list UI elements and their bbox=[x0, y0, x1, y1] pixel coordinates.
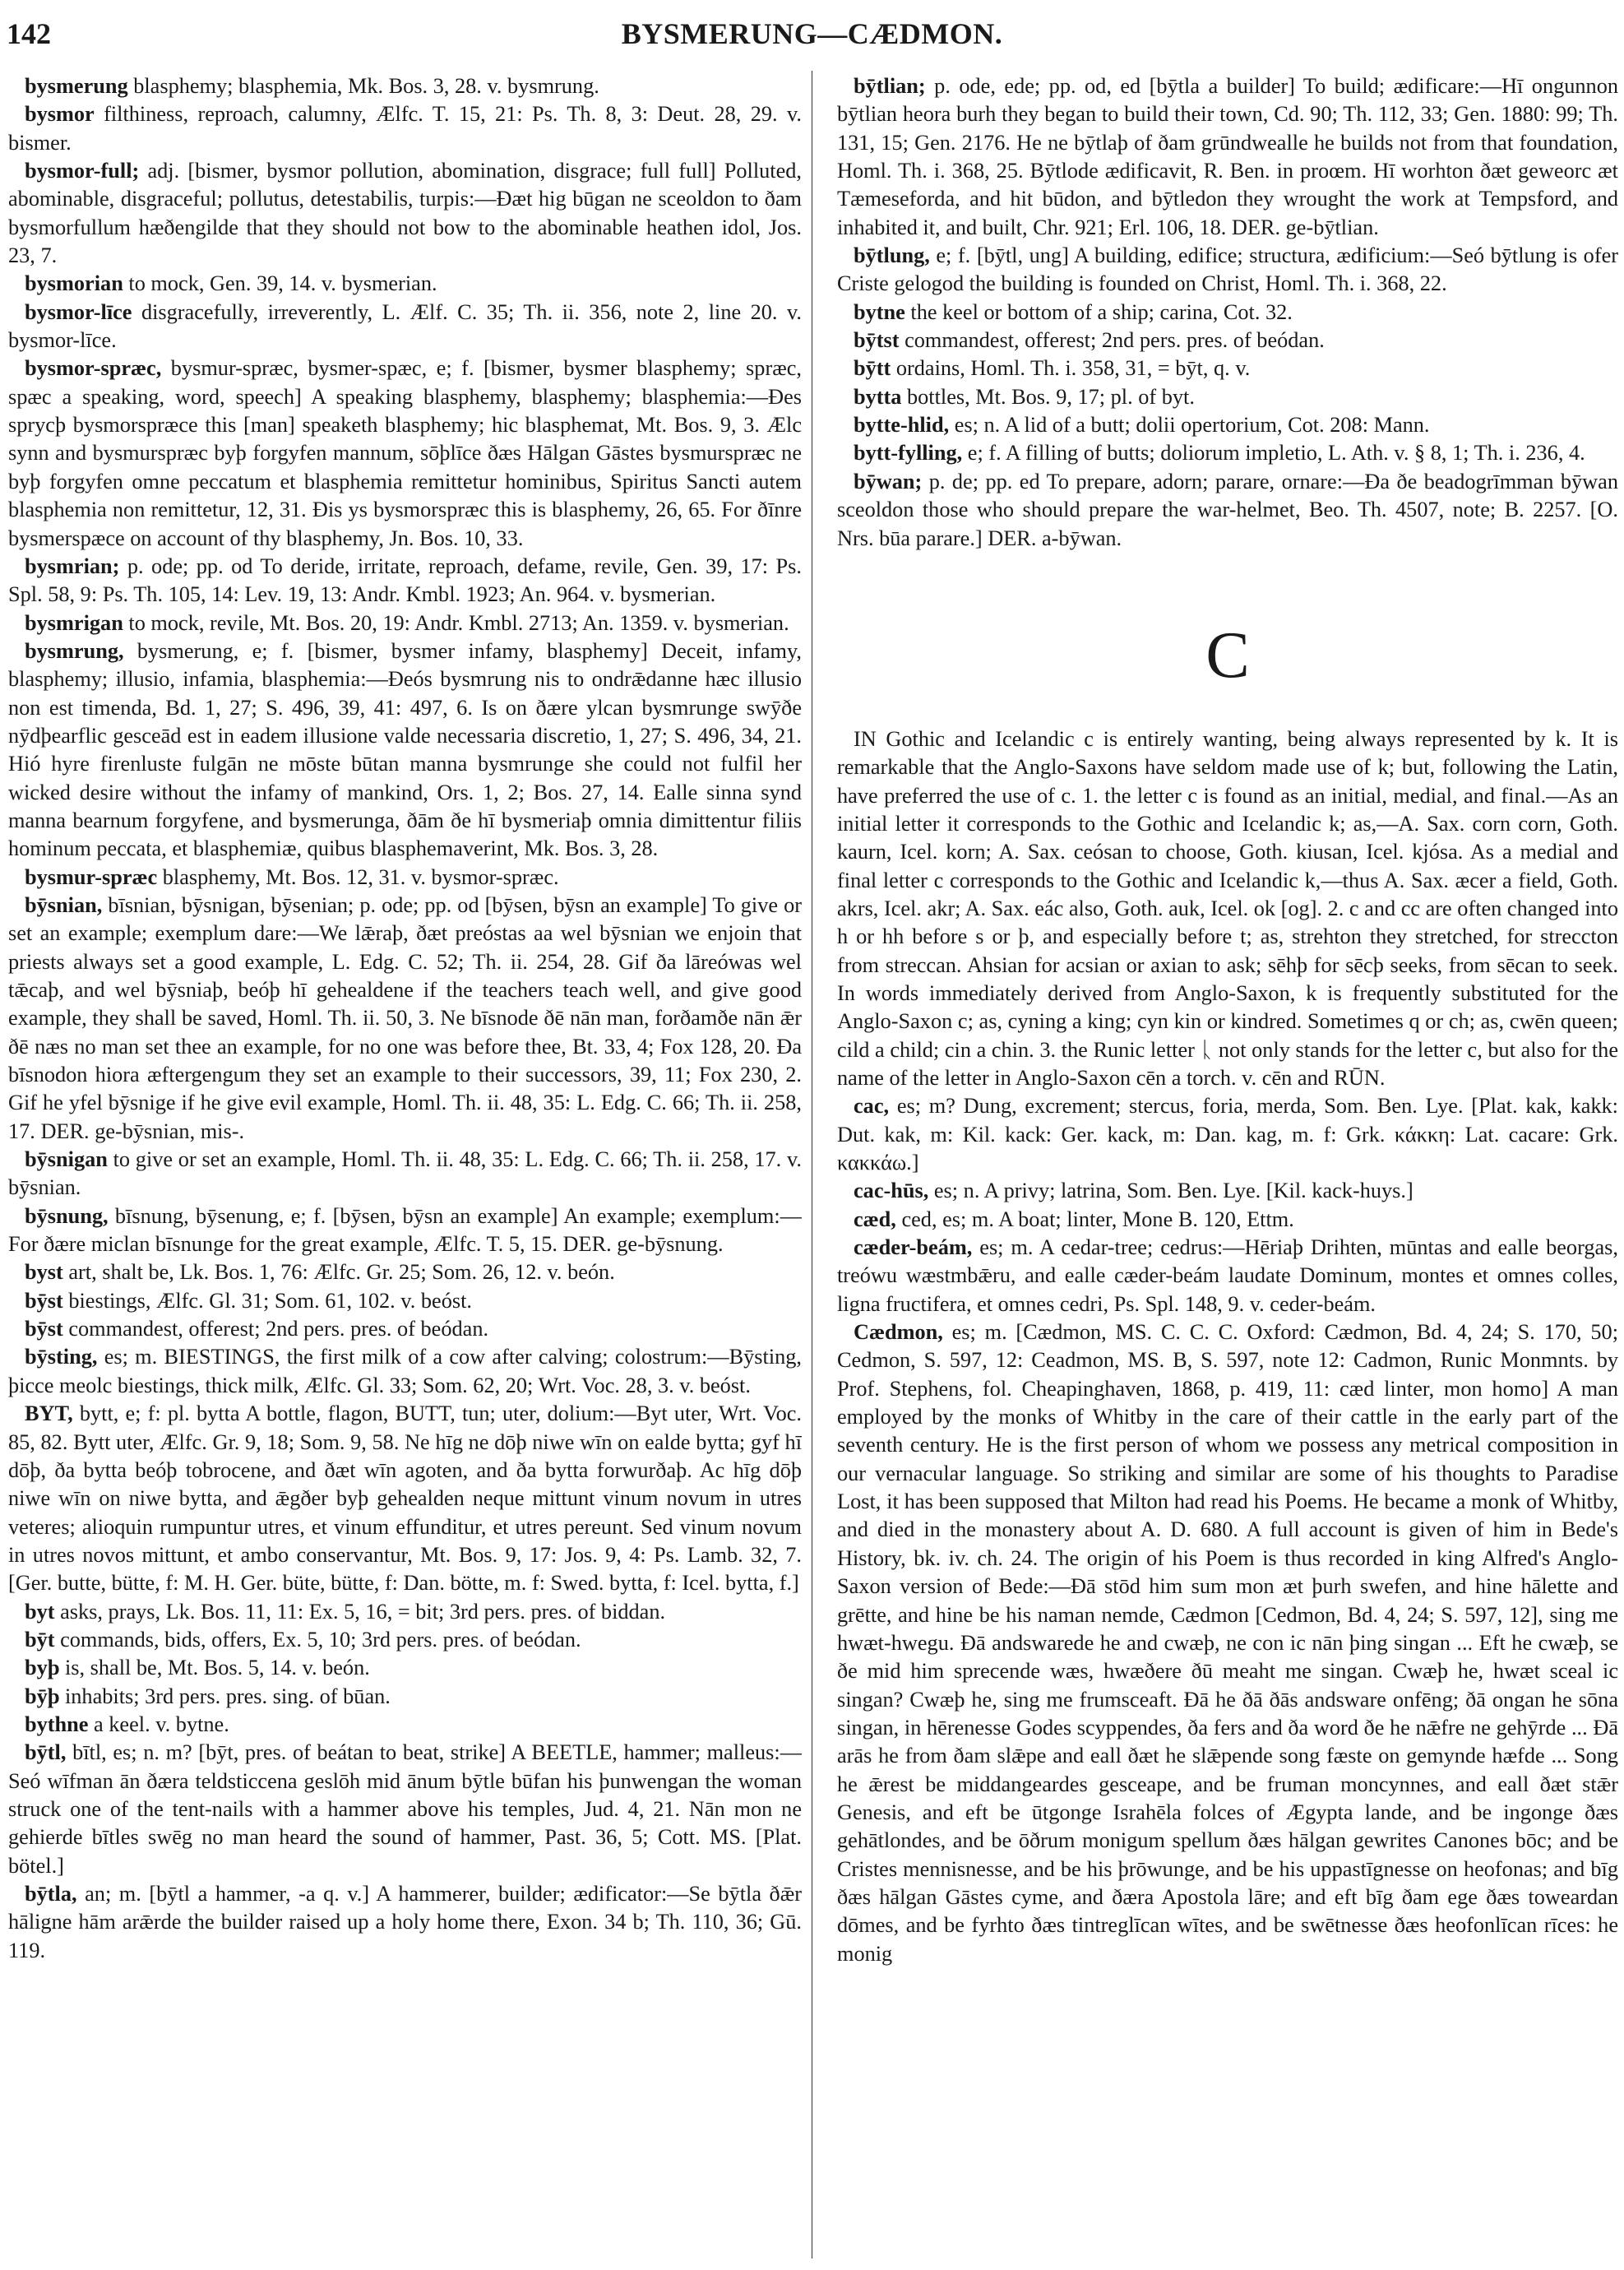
entry-headword: bȳtst bbox=[854, 328, 900, 353]
entry-definition: asks, prays, Lk. Bos. 11, 11: Ex. 5, 16, = bit; 3rd pers. pres. of biddan. bbox=[54, 1599, 666, 1624]
left-column bbox=[8, 72, 802, 2260]
entry-headword: byþ bbox=[25, 1656, 60, 1680]
entry-headword: bysmor-līce bbox=[25, 299, 132, 324]
dictionary-entry bbox=[837, 354, 1618, 382]
dictionary-entry bbox=[8, 1683, 802, 1711]
page-number: 142 bbox=[7, 17, 51, 50]
entry-definition: bysmur-spræc, bysmer-spæc, e; f. [bismer, bysmer blasphemy; spræc, spæc a speaking, word, speech] A speaking blasphemy, blasphemy; blasphemia:—Ðes sprycþ bysmorspræce this [man] speaketh blasphemy; hic blasphemat, Mt. Bos. 9, 3. Ælc synn and bysmurspræc byþ forgyfen mannum, sōþlīce ðæs Hālgan Gāstes bysmurspræc ne byþ forgyfen omne peccatum et blasphemia remittetur hominibus, Spiritus Sancti autem blasphemia non remittetur, 12, 31. Ðis ys bysmorspræc this is blasphemy, 26, 65. For ðīnre bysmerspæce on account of thy blasphemy, Jn. Bos. 10, 33. bbox=[8, 356, 802, 550]
entry-definition: is, shall be, Mt. Bos. 5, 14. v. beón. bbox=[59, 1656, 370, 1680]
entry-definition: an; m. [bȳtl a hammer, -a q. v.] A hammerer, builder; ædificator:—Se bȳtla ðǣr hāligne hām arǣrde the builder raised up a holy home there, Exon. 34 b; Th. 110, 36; Gū. 119. bbox=[8, 1882, 802, 1962]
entry-definition: p. de; pp. ed To prepare, adorn; parare, ornare:—Ða ðe beadogrīmman bȳwan sceoldon those who should prepare the war-helmet, Beo. Th. 4507, note; B. 2257. [O. Nrs. būa parare.] DER. a-bȳwan. bbox=[837, 469, 1618, 550]
entry-definition: bīsnung, bȳsenung, e; f. [bȳsen, bȳsn an example] An example; exemplum:—For ðære miclan bīsnunge for the great example, Ælfc. T. 5, 15. DER. ge-bȳsnung. bbox=[8, 1203, 802, 1257]
entry-definition: es; m. A cedar-tree; cedrus:—Hēriaþ Drihten, mūntas and ealle beorgas, treówu wæstmbǣru, and ealle cæder-beám laudate Dominum, montes et omnes colles, ligna fructifera, et omnes cedri, Ps. Spl. 148, 9. v. ceder-beám. bbox=[837, 1235, 1618, 1316]
entry-headword: bysmrian; bbox=[25, 554, 120, 578]
entry-headword: bythne bbox=[25, 1712, 89, 1736]
entry-headword: bȳtl, bbox=[25, 1740, 67, 1765]
entry-definition: es; m? Dung, excrement; stercus, foria, merda, Som. Ben. Lye. [Plat. kak, kakk: Dut. kak, m: Kil. kack: Ger. kack, m: Dan. kag, m. f: Grk. κάκκη: Lat. cacare: Grk. κακκάω.] bbox=[837, 1094, 1618, 1174]
entry-headword: bysmur-spræc bbox=[25, 864, 158, 889]
entry-headword: bysmor-full; bbox=[25, 159, 140, 183]
dictionary-entry bbox=[837, 468, 1618, 553]
dictionary-entry bbox=[8, 1146, 802, 1202]
entry-headword: bȳtlian; bbox=[854, 74, 926, 98]
dictionary-entry bbox=[837, 411, 1618, 439]
entry-definition: filthiness, reproach, calumny, Ælfc. T. 15, 21: Ps. Th. 8, 3: Deut. 28, 29. v. bismer. bbox=[8, 102, 802, 155]
entry-definition: biestings, Ælfc. Gl. 31; Som. 61, 102. v. beóst. bbox=[62, 1288, 472, 1313]
entry-definition: e; f. A filling of butts; doliorum impletio, L. Ath. v. § 8, 1; Th. i. 236, 4. bbox=[962, 441, 1585, 466]
entry-headword: bysmor bbox=[25, 102, 95, 127]
dictionary-entry bbox=[8, 72, 802, 100]
entry-definition: bīsnian, bȳsnigan, bȳsenian; p. ode; pp. od [bȳsen, bȳsn an example] To give or set an example; exemplum dare:—We lǣraþ, ðæt preóstas aa wel bȳsnian we enjoin that priests always set a good example, L. Edg. C. 52; Th. ii. 254, 28. Gif ða lāreówas wel tǣcaþ, and wel bȳsniaþ, beóþ hī gehealdene if the teachers teach well, and give good example, they shall be saved, Homl. Th. ii. 50, 3. Ne bīsnode ðē nān man, forðamðe nān ǣr ðē næs no man set thee an example, for no one was before thee, Bt. 33, 4; Fox 128, 20. Ða bīsnodon hiora æftergengum they set an example to their successors, 39, 11; Fox 230, 2. Gif he yfel bȳsnige if he give evil example, Homl. Th. ii. 48, 35: L. Edg. C. 66; Th. ii. 258, 17. DER. ge-bȳsnian, mis-. bbox=[8, 892, 802, 1143]
entry-definition: es; m. [Cædmon, MS. C. C. C. Oxford: Cædmon, Bd. 4, 24; S. 170, 50; Cedmon, S. 597, 12: Ceadmon, MS. B, S. 597, note 12: Cadmon, Runic Monmnts. by Prof. Stephens, fol. Cheapinghaven, 1868, p. 419, 11: cæd linter, mon homo] A man employed by the monks of Whitby in the care of their cattle in the early part of the seventh century. He is the first person of whom we possess any metrical composition in our vernacular language. So striking and similar are some of his thoughts to Paradise Lost, it has been supposed that Milton had read his Poems. He became a monk of Whitby, and died in the monastery about A. D. 680. A full account is given of him in Bede's History, bk. iv. ch. 24. The origin of his Poem is thus recorded in king Alfred's Anglo-Saxon version of Bede:—Ðā stōd him sum mon æt þurh swefen, and hine hālette and grētte, and hine be his naman nemde, Cædmon [Cedmon, Bd. 4, 24; S. 597, 12], sing me hwæt-hwegu. Ðā andswarede he and cwæþ, ne con ic nān þing singan ... Eft he cwæþ, se ðe mid him sprecende wæs, hwæðere ðū meaht me singan. Cwæþ he, hwæt sceal ic singan? Cwæþ he, sing me frumsceaft. Ðā he ðā ðās andsware onfēng; ðā ongan he sōna singan, in hērenesse Godes scyppendes, ða fers and ða word ðe he nǣfre ne gehȳrde ... Ðā arās he from ðam slǣpe and eall ðæt he slǣpende song fæste on gemynde hæfde ... Song he ǣrest be middangeardes gesceape, and be fruman moncynnes, and eall ðæt stǣr Genesis, and eft be ūtgonge Israhēla folces of Ægypta lande, and be ingonge ðæs gehātlondes, and be ōðrum monigum spellum ðæs hālgan gewrites Canones bōc; and be Cristes mennisnesse, and be his þrōwunge, and be his uppastīgnesse on heofonas; and bīg ðæs hālgan Gāstes cyme, and ðæra Apostola lāre; and eft bīg ðam ege ðæs toweardan dōmes, and be fyrhto ðæs tintreglīcan wītes, and be swētnesse ðæs heofonlīcan rīces: he monig bbox=[837, 1320, 1618, 1966]
dictionary-entry bbox=[837, 439, 1618, 467]
entry-headword: bȳtlung, bbox=[854, 243, 930, 268]
dictionary-entry bbox=[837, 1177, 1618, 1205]
dictionary-entry bbox=[8, 1287, 802, 1315]
dictionary-entry bbox=[8, 1343, 802, 1400]
entry-headword: bȳst bbox=[25, 1288, 63, 1313]
entry-definition: to mock, Gen. 39, 14. v. bysmerian. bbox=[123, 271, 437, 296]
dictionary-entry bbox=[837, 383, 1618, 411]
section-intro: IN Gothic and Icelandic c is entirely wanting, being always represented by k. It is remarkable that the Anglo-Saxons have seldom made use of k; but, following the Latin, have preferred the use of c. 1. the letter c is found as an initial, medial, and final.—As an initial letter it corresponds to the Gothic and Icelandic k; as,—A. Sax. corn corn, Goth. kaurn, Icel. korn; A. Sax. ceósan to choose, Goth. kiusan, Icel. kjósa. As a medial and final letter c corresponds to the Gothic and Icelandic k,—thus A. Sax. æcer a field, Goth. akrs, Icel. akr; A. Sax. eác also, Goth. auk, Icel. ok [og]. 2. c and cc are often changed into h or hh before s or þ, and especially before t; as, strehton they stretched, for streccton from streccan. Ahsian for acsian or axian to ask; sēhþ for sēcþ seeks, from sēcan to seek. In words immediately derived from Anglo-Saxon, k is frequently substituted for the Anglo-Saxon c; as, cyning a king; cyn kin or kindred. Sometimes q or ch; as, cwēn queen; cild a child; cin a chin. 3. the Runic letter ᚳ not only stands for the letter c, but also for the name of the letter in Anglo-Saxon cēn a torch. v. cēn and RŪN. bbox=[837, 726, 1618, 1090]
entry-definition: to give or set an example, Homl. Th. ii. 48, 35: L. Edg. C. 66; Th. ii. 258, 17. v. bȳsnian. bbox=[8, 1147, 802, 1200]
running-title: BYSMERUNG—CÆDMON. bbox=[621, 17, 1003, 50]
dictionary-entry bbox=[8, 1598, 802, 1626]
entry-headword: cæd, bbox=[854, 1207, 896, 1231]
entry-definition: e; f. [bȳtl, ung] A building, edifice; structura, ædificium:—Seó bȳtlung is ofer Criste gelogod the building is founded on Christ, Homl. Th. i. 368, 22. bbox=[837, 243, 1618, 296]
dictionary-entry bbox=[8, 1654, 802, 1682]
entry-definition: es; n. A lid of a butt; dolii opertorium, Cot. 208: Mann. bbox=[949, 413, 1430, 438]
entry-headword: bytt-fylling, bbox=[854, 441, 963, 466]
right-column bbox=[837, 72, 1618, 2260]
dictionary-entry bbox=[8, 1711, 802, 1739]
entry-definition: the keel or bottom of a ship; carina, Cot. 32. bbox=[905, 299, 1293, 324]
entry-definition: commandest, offerest; 2nd pers. pres. of beódan. bbox=[899, 328, 1325, 353]
entry-headword: Cædmon, bbox=[854, 1320, 943, 1345]
right-column-entries bbox=[837, 72, 1618, 553]
dictionary-entry bbox=[8, 100, 802, 157]
dictionary-entry bbox=[8, 1626, 802, 1654]
dictionary-entry bbox=[8, 553, 802, 609]
entry-headword: bytne bbox=[854, 299, 905, 324]
entry-definition: blasphemy, Mt. Bos. 12, 31. v. bysmor-spræc. bbox=[157, 864, 559, 889]
dictionary-entry bbox=[8, 270, 802, 298]
dictionary-entry bbox=[837, 1318, 1618, 1968]
dictionary-entry bbox=[8, 864, 802, 892]
entry-definition: ced, es; m. A boat; linter, Mone B. 120, Ettm. bbox=[895, 1207, 1294, 1231]
section-letter: C bbox=[1205, 618, 1250, 692]
entry-definition: blasphemy; blasphemia, Mk. Bos. 3, 28. v. bysmrung. bbox=[127, 74, 599, 98]
dictionary-entry bbox=[837, 1234, 1618, 1318]
entry-headword: bȳsnung, bbox=[25, 1203, 109, 1228]
dictionary-entry bbox=[8, 892, 802, 1146]
entry-definition: bītl, es; n. m? [bȳt, pres. of beátan to beat, strike] A BEETLE, hammer; malleus:—Seó wīfman ān ðæra teldsticcena geslōh mid ānum bȳtle būfan his þunwengan the woman struck one of the tent-nails with a hammer above his temples, Jud. 4, 21. Nān mon ne gehierde bītles swēg no man heard the sound of hammer, Past. 36, 5; Cott. MS. [Plat. bötel.] bbox=[8, 1740, 802, 1878]
dictionary-entry bbox=[8, 609, 802, 637]
dictionary-entry bbox=[837, 72, 1618, 242]
dictionary-entry bbox=[8, 299, 802, 355]
entry-definition: a keel. v. bytne. bbox=[88, 1712, 229, 1736]
entry-definition: inhabits; 3rd pers. pres. sing. of būan. bbox=[59, 1684, 391, 1708]
dictionary-entry bbox=[8, 1880, 802, 1965]
page-header bbox=[0, 15, 1624, 64]
dictionary-entry bbox=[8, 354, 802, 552]
dictionary-entry bbox=[837, 299, 1618, 327]
right-column-c-entries bbox=[837, 1092, 1618, 1968]
dictionary-entry bbox=[8, 1400, 802, 1597]
dictionary-entry bbox=[8, 1315, 802, 1343]
entry-headword: cæder-beám, bbox=[854, 1235, 973, 1260]
entry-headword: bȳst bbox=[25, 1317, 63, 1341]
entry-headword: bȳt bbox=[25, 1627, 55, 1652]
entry-definition: es; m. BIESTINGS, the first milk of a cow after calving; colostrum:—Bȳsting, þicce meolc biestings, thick milk, Ælfc. Gl. 33; Som. 62, 20; Wrt. Voc. 28, 3. v. beóst. bbox=[8, 1345, 802, 1397]
entry-definition: p. ode, ede; pp. od, ed [bȳtla a builder] To build; ædificare:—Hī ongunnon bȳtlian heora burh they began to build their town, Cd. 90; Th. 112, 33; Gen. 1880: 99; Th. 131, 15; Gen. 2176. He ne bȳtlaþ of ðam grūndwealle he builds not from that foundation, Homl. Th. i. 368, 25. Bȳtlode ædificavit, R. Ben. in proœm. Hī worhton ðæt geweorc æt Tæmeseforda, and hit būdon, and bȳtledon they wrought the work at Tempsford, and inhabited it, and built, Chr. 921; Erl. 106, 18. DER. ge-bȳtlian. bbox=[837, 74, 1618, 239]
entry-headword: bȳwan; bbox=[854, 469, 923, 493]
entry-definition: bysmerung, e; f. [bismer, bysmer infamy, blasphemy] Deceit, infamy, blasphemy; illusio, infamia, blasphemia:—Ðeós bysmrung nis to ondrǣdanne hæc illusio non est timenda, Bd. 1, 27; S. 496, 39, 41: 497, 6. Is on ðære ylcan bysmrunge swȳðe nȳdþearflic gesceād est in eadem illusione valde necessaria discretio, 1, 27; S. 496, 34, 21. Hió hyre firenluste fulgān ne mōste būtan manna bysmrunge she could not fulfil her wicked desire without the infamy of mankind, Ors. 1, 2; Bos. 27, 14. Ealle sinna synd manna bearnum forgyfene, and bysmerunga, ðām ðe hī bysmeriaþ omnia dimittentur filiis hominum peccata, et blasphemiæ, quibus blasphemaverint, Mk. Bos. 3, 28. bbox=[8, 638, 802, 861]
entry-definition: art, shalt be, Lk. Bos. 1, 76: Ælfc. Gr. 25; Som. 26, 12. v. beón. bbox=[62, 1260, 615, 1285]
entry-definition: to mock, revile, Mt. Bos. 20, 19: Andr. Kmbl. 2713; An. 1359. v. bysmerian. bbox=[123, 610, 789, 635]
entry-headword: bytte-hlid, bbox=[854, 413, 950, 438]
entry-definition: disgracefully, irreverently, L. Ælf. C. 35; Th. ii. 356, note 2, line 20. v. bysmor-līce. bbox=[8, 299, 802, 353]
entry-definition: ordains, Homl. Th. i. 358, 31, = bȳt, q. v. bbox=[891, 356, 1251, 381]
dictionary-entry bbox=[837, 1206, 1618, 1234]
entry-headword: cac-hūs, bbox=[854, 1179, 929, 1203]
entry-definition: adj. [bismer, bysmor pollution, abomination, disgrace; full full] Polluted, abominable, disgraceful; pollutus, detestabilis, turpis:—Ðæt hig būgan ne sceoldon to ðam bysmorfullum hæðengilde that they should not bow to the abominable heathen idol, Jos. 23, 7. bbox=[8, 159, 802, 268]
entry-headword: bȳsnian, bbox=[25, 892, 103, 917]
entry-headword: bȳþ bbox=[25, 1684, 60, 1708]
entry-headword: BYT, bbox=[25, 1401, 73, 1426]
entry-definition: commandest, offerest; 2nd pers. pres. of beódan. bbox=[62, 1317, 489, 1341]
dictionary-entry bbox=[8, 1739, 802, 1880]
entry-headword: bȳsting, bbox=[25, 1345, 98, 1369]
dictionary-entry bbox=[8, 1202, 802, 1259]
entry-definition: es; n. A privy; latrina, Som. Ben. Lye. [Kil. kack-huys.] bbox=[928, 1179, 1413, 1203]
entry-headword: bȳsnigan bbox=[25, 1147, 108, 1172]
entry-headword: bysmorian bbox=[25, 271, 123, 296]
entry-definition: commands, bids, offers, Ex. 5, 10; 3rd pers. pres. of beódan. bbox=[54, 1627, 581, 1652]
letter-section-c bbox=[837, 618, 1618, 1092]
entry-headword: bysmrung, bbox=[25, 638, 124, 663]
entry-headword: cac, bbox=[854, 1094, 890, 1119]
entry-headword: bysmerung bbox=[25, 74, 128, 98]
entry-headword: bȳtt bbox=[854, 356, 891, 381]
dictionary-entry bbox=[837, 1092, 1618, 1177]
dictionary-entry bbox=[837, 327, 1618, 354]
entry-headword: bytta bbox=[854, 384, 902, 409]
entry-headword: bysmrigan bbox=[25, 610, 123, 635]
entry-headword: byt bbox=[25, 1599, 55, 1624]
dictionary-entry bbox=[8, 157, 802, 270]
entry-definition: bytt, e; f: pl. bytta A bottle, flagon, BUTT, tun; uter, dolium:—Byt uter, Wrt. Voc. 85, 82. Bytt uter, Ælfc. Gr. 9, 18; Som. 9, 58. Ne hīg ne dōþ niwe wīn on ealde bytta; gyf hī dōþ, ða bytta beóþ tobrocene, and ðæt wīn agoten, and ða bytta forwurðaþ. Ac hīg dōþ niwe wīn on niwe bytta, and ǣgðer byþ gehealden neque mittunt vinum novum in utres veteres; alioquin rumpuntur utres, et vinum effunditur, et utres pereunt. Sed vinum novum in utres novos mittunt, et ambo conservantur, Mt. Bos. 9, 17: Jos. 9, 4: Ps. Lamb. 32, 7. [Ger. butte, bütte, f: M. H. Ger. büte, bütte, f: Dan. bötte, m. f: Swed. bytta, f: Icel. bytta, f.] bbox=[8, 1401, 802, 1596]
dictionary-entry bbox=[8, 1258, 802, 1286]
entry-definition: bottles, Mt. Bos. 9, 17; pl. of byt. bbox=[901, 384, 1195, 409]
dictionary-entry bbox=[837, 242, 1618, 299]
dictionary-entry bbox=[8, 637, 802, 864]
entry-headword: bȳtla, bbox=[25, 1882, 77, 1906]
entry-headword: bysmor-spræc, bbox=[25, 356, 162, 381]
entry-definition: p. ode; pp. od To deride, irritate, reproach, defame, revile, Gen. 39, 17: Ps. Spl. 58, 9: Ps. Th. 105, 14: Lev. 19, 13: Andr. Kmbl. 1923; An. 964. v. bysmerian. bbox=[8, 554, 802, 607]
entry-headword: byst bbox=[25, 1260, 63, 1285]
